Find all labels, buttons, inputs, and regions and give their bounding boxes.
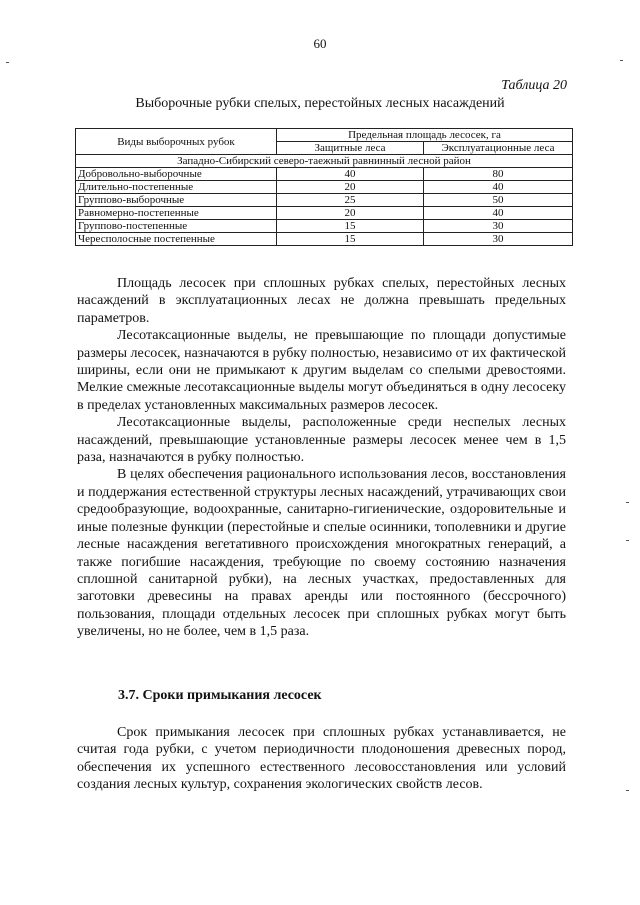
- row-operational-value: 40: [424, 181, 573, 194]
- paragraph: Лесотаксационные выделы, расположенные среди неспелых лесных насаждений, превышающие установленные размеры лесосек менее чем в 1,5 раза, назначаются в рубку полностью.: [77, 415, 566, 466]
- paragraph: Срок примыкания лесосек при сплошных рубках устанавливается, не считая года рубки, с учетом периодичности плодоношения древесных пород, обеспечения их успешного естественного лесовосстановления или условий создания лесных культур, сохранения экологических свойств лесов.: [77, 725, 566, 793]
- row-operational-value: 50: [424, 194, 573, 207]
- scan-mark: [620, 60, 623, 61]
- paragraph: Площадь лесосек при сплошных рубках спелых, перестойных лесных насаждений в эксплуатационных лесах не должна превышать предельных параметров.: [77, 276, 566, 326]
- scan-mark: [626, 540, 629, 541]
- section-body-text: [77, 724, 566, 794]
- body-text: [77, 275, 566, 641]
- row-protective-value: 20: [277, 207, 424, 220]
- table-region-row: [76, 155, 573, 168]
- paragraph: Лесотаксационные выделы, не превышающие по площади допустимые размеры лесосек, назначаются в рубку полностью, независимо от их фактической ширины, если они не примыкают к другим выделам со спелыми древостоями. Мелкие смежные лесотаксационные выделы могут объединяться в одну лесосеку в пределах установленных максимальных размеров лесосек.: [77, 328, 566, 413]
- section-heading: 3.7. Сроки примыкания лесосек: [118, 688, 322, 703]
- page-number: 60: [313, 36, 327, 51]
- scan-mark: [626, 502, 629, 503]
- table-header-row: [76, 129, 573, 142]
- header-operational-forests: Эксплуатационные леса: [424, 142, 573, 155]
- row-protective-value: 25: [277, 194, 424, 207]
- region-name: Западно-Сибирский северо-таежный равнинный лесной район: [76, 155, 573, 168]
- row-operational-value: 40: [424, 207, 573, 220]
- row-operational-value: 30: [424, 233, 573, 246]
- cutting-limits-table: [75, 128, 573, 246]
- row-protective-value: 40: [277, 168, 424, 181]
- row-cut-type: Добровольно-выборочные: [76, 168, 277, 181]
- row-protective-value: 20: [277, 181, 424, 194]
- paragraph: В целях обеспечения рационального использования лесов, восстановления и поддержания естественной структуры лесных насаждений, утрачивающих свои средообразующие, водоохранные, санитарно-гигиенические, оздоровительные и иные полезные функции (перестойные и спелые осинники, тополевники и другие лесные насаждения вегетативного происхождения многократных генераций, а также погибшие насаждения, требующие по своему состоянию назначения сплошной санитарной рубки), на лесных участках, предоставленных для заготовки древесины на правах аренды или постоянного (бессрочного) пользования, площади отдельных лесосек при сплошных рубках могут быть увеличены, но не более, чем в 1,5 раза.: [77, 467, 566, 640]
- row-operational-value: 30: [424, 220, 573, 233]
- row-cut-type: Чересполосные постепенные: [76, 233, 277, 246]
- table-row: [76, 233, 573, 246]
- row-operational-value: 80: [424, 168, 573, 181]
- table-row: [76, 220, 573, 233]
- row-protective-value: 15: [277, 220, 424, 233]
- table-row: [76, 181, 573, 194]
- header-area-limit: Предельная площадь лесосек, га: [277, 129, 573, 142]
- header-protective-forests: Защитные леса: [277, 142, 424, 155]
- row-cut-type: Равномерно-постепенные: [76, 207, 277, 220]
- row-cut-type: Группово-постепенные: [76, 220, 277, 233]
- scan-mark: [626, 790, 629, 791]
- row-cut-type: Длительно-постепенные: [76, 181, 277, 194]
- table-title: Выборочные рубки спелых, перестойных лесных насаждений: [135, 96, 505, 111]
- table-label: Таблица 20: [501, 78, 567, 93]
- header-cut-type: Виды выборочных рубок: [76, 129, 277, 155]
- row-protective-value: 15: [277, 233, 424, 246]
- row-cut-type: Группово-выборочные: [76, 194, 277, 207]
- scan-mark: [6, 62, 9, 63]
- table-row: [76, 207, 573, 220]
- table-row: [76, 194, 573, 207]
- table-row: [76, 168, 573, 181]
